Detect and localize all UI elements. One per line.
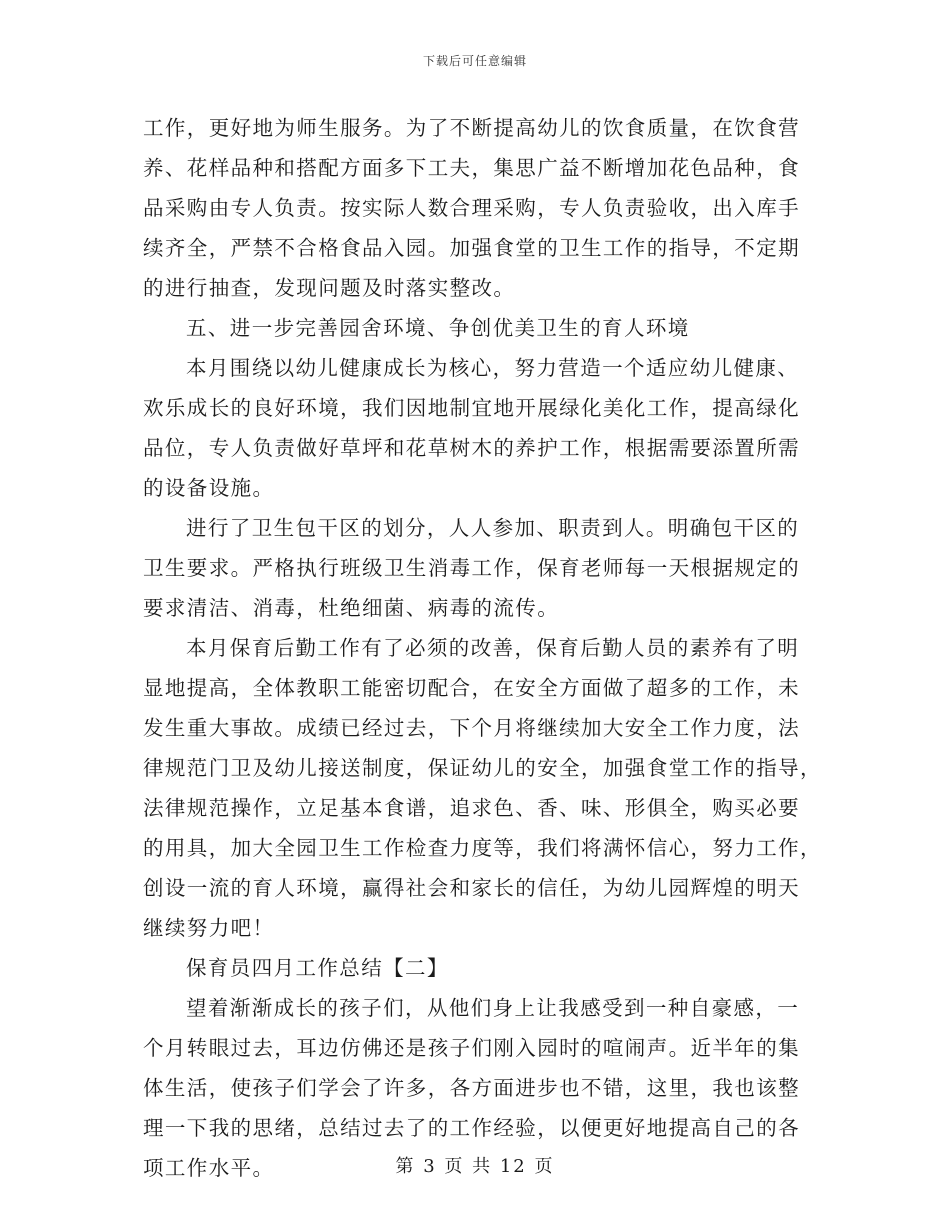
text-line: 望着渐渐成长的孩子们，从他们身上让我感受到一种自豪感，一 bbox=[186, 996, 800, 1020]
text-line: 要求清洁、消毒，杜绝细菌、病毒的流传。 bbox=[143, 596, 560, 620]
text-line: 法律规范操作，立足基本食谱，追求色、香、味、形俱全，购买必要 bbox=[143, 796, 800, 820]
text-line: 发生重大事故。成绩已经过去，下个月将继续加大安全工作力度，法 bbox=[143, 716, 800, 740]
text-line: 保育员四月工作总结【二】 bbox=[186, 956, 449, 980]
page-number: 第 3 页 共 12 页 bbox=[395, 1156, 555, 1177]
text-line: 的设备设施。 bbox=[143, 476, 275, 500]
text-line: 的用具，加大全园卫生工作检查力度等，我们将满怀信心，努力工作， bbox=[143, 836, 822, 860]
text-line: 五、进一步完善园舍环境、争创优美卫生的育人环境 bbox=[186, 316, 690, 340]
text-line: 工作，更好地为师生服务。为了不断提高幼儿的饮食质量，在饮食营 bbox=[143, 116, 800, 140]
text-line: 体生活，使孩子们学会了许多，各方面进步也不错，这里，我也该整 bbox=[143, 1076, 800, 1100]
text-line: 欢乐成长的良好环境，我们因地制宜地开展绿化美化工作，提高绿化 bbox=[143, 396, 800, 420]
text-line: 养、花样品种和搭配方面多下工夫，集思广益不断增加花色品种，食 bbox=[143, 156, 800, 180]
text-line: 品位，专人负责做好草坪和花草树木的养护工作，根据需要添置所需 bbox=[143, 436, 800, 460]
text-line: 的进行抽查，发现问题及时落实整改。 bbox=[143, 276, 516, 300]
text-line: 续齐全，严禁不合格食品入园。加强食堂的卫生工作的指导，不定期 bbox=[143, 236, 800, 260]
text-line: 理一下我的思绪，总结过去了的工作经验，以便更好地提高自己的各 bbox=[143, 1116, 800, 1140]
text-line: 显地提高，全体教职工能密切配合，在安全方面做了超多的工作，未 bbox=[143, 676, 800, 700]
text-line: 项工作水平。 bbox=[143, 1156, 275, 1180]
page-header-note: 下载后可任意编辑 bbox=[422, 54, 527, 68]
text-line: 律规范门卫及幼儿接送制度，保证幼儿的安全，加强食堂工作的指导， bbox=[143, 756, 822, 780]
text-line: 本月保育后勤工作有了必须的改善，保育后勤人员的素养有了明 bbox=[186, 636, 800, 660]
text-line: 本月围绕以幼儿健康成长为核心，努力营造一个适应幼儿健康、 bbox=[186, 356, 800, 380]
text-line: 继续努力吧！ bbox=[143, 916, 275, 940]
document-body bbox=[143, 108, 822, 1188]
text-line: 品采购由专人负责。按实际人数合理采购，专人负责验收，出入库手 bbox=[143, 196, 800, 220]
text-line: 创设一流的育人环境，赢得社会和家长的信任，为幼儿园辉煌的明天 bbox=[143, 876, 800, 900]
text-line: 进行了卫生包干区的划分，人人参加、职责到人。明确包干区的 bbox=[186, 516, 800, 540]
text-line: 个月转眼过去，耳边仿佛还是孩子们刚入园时的喧闹声。近半年的集 bbox=[143, 1036, 800, 1060]
text-line: 卫生要求。严格执行班级卫生消毒工作，保育老师每一天根据规定的 bbox=[143, 556, 800, 580]
